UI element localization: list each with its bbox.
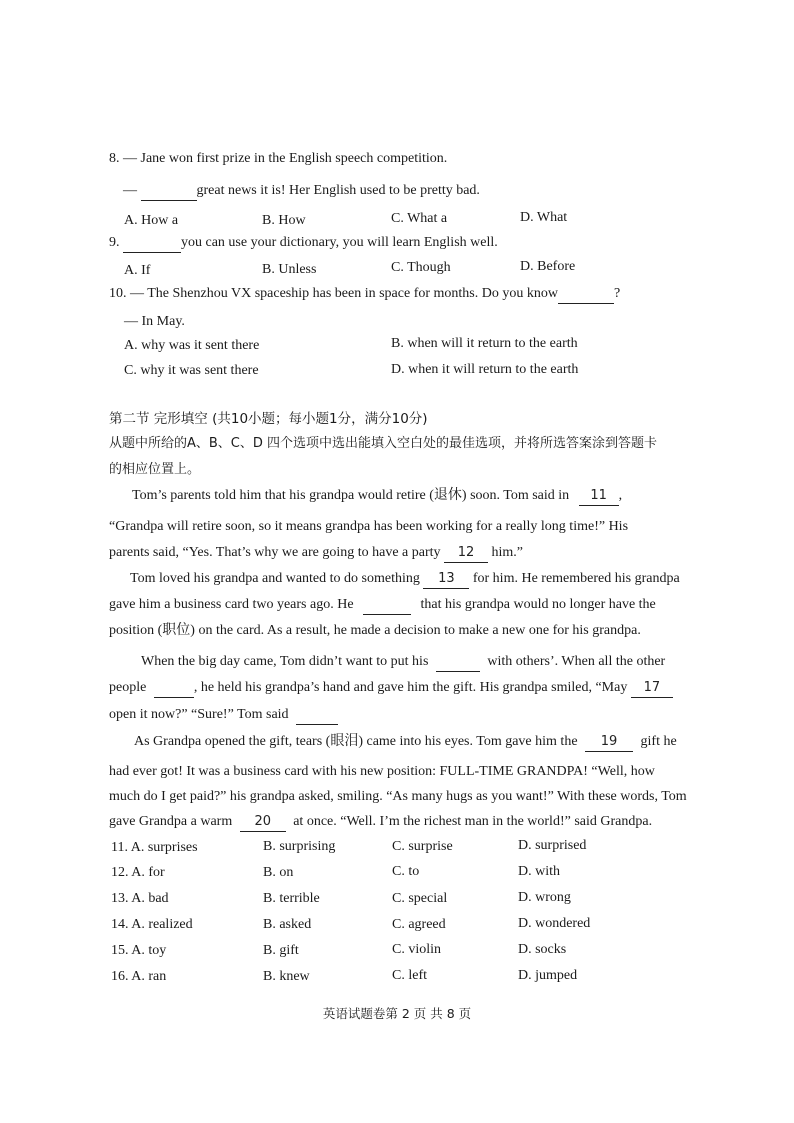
- blank-19[interactable]: 19: [585, 733, 633, 752]
- passage-text: gift he: [640, 734, 677, 749]
- section-title: 第二节 完形填空 (共10小题；每小题1分，满分10分): [109, 411, 428, 427]
- passage-text: open it now?” “Sure!” Tom said: [109, 707, 289, 722]
- choice-11-c: C. surprise: [392, 839, 453, 854]
- passage-text: , he held his grandpa’s hand and gave him the gift. His grandpa smiled, “May: [193, 680, 628, 695]
- passage-line-9: [109, 706, 338, 725]
- choice-16-b: B. knew: [263, 969, 310, 984]
- choice-14-c: C. agreed: [392, 917, 446, 932]
- blank-20[interactable]: 20: [240, 813, 286, 832]
- choice-15-c: C. violin: [392, 942, 442, 957]
- section-instruction-line1: 从题中所给的A、B、C、D 四个选项中选出能填入空白处的最佳选项，并将所选答案涂到答题卡: [109, 436, 658, 451]
- choice-16-a: 16. A. ran: [111, 969, 167, 984]
- q9-text: you can use your dictionary, you will learn English well.: [181, 235, 498, 250]
- passage-line-7: [141, 653, 665, 672]
- choice-14-a: 14. A. realized: [111, 917, 193, 932]
- choice-16-c: C. left: [392, 968, 427, 983]
- q10-text: 10. — The Shenzhou VX spaceship has been in space for months. Do you know: [109, 286, 558, 301]
- q9-stem: [109, 234, 498, 253]
- passage-text: that his grandpa would no longer have the: [420, 597, 656, 612]
- q9-option-a: A. If: [124, 263, 151, 278]
- q8-reply-dash: —: [123, 183, 141, 198]
- section-instruction-line2: 的相应位置上。: [109, 462, 201, 477]
- passage-text: Tom’s parents told him that his grandpa would retire (退休) soon. Tom said in: [132, 488, 570, 503]
- choice-13-c: C. special: [392, 891, 448, 906]
- passage-text: Tom loved his grandpa and wanted to do something: [130, 571, 420, 586]
- passage-line-2: “Grandpa will retire soon, so it means grandpa has been working for a really long time!” His: [109, 519, 629, 534]
- choice-15-b: B. gift: [263, 943, 299, 958]
- blank-17[interactable]: 17: [631, 679, 673, 698]
- q8-option-c: C. What a: [391, 211, 448, 226]
- q10-stem: [109, 285, 620, 304]
- blank-11[interactable]: 11: [579, 487, 619, 506]
- passage-line-8: [109, 679, 673, 698]
- q10-blank[interactable]: [558, 285, 614, 304]
- passage-text: with others’. When all the other: [487, 654, 666, 669]
- q9-number: 9.: [109, 235, 123, 250]
- passage-text: ,: [618, 488, 623, 503]
- blank-12[interactable]: 12: [444, 544, 488, 563]
- q9-option-b: B. Unless: [262, 262, 317, 277]
- q8-stem: 8. — Jane won first prize in the English speech competition.: [109, 151, 448, 166]
- passage-text: gave Grandpa a warm: [109, 814, 233, 829]
- choice-11-b: B. surprising: [263, 839, 336, 854]
- passage-line-13: [109, 813, 652, 832]
- choice-16-d: D. jumped: [518, 968, 578, 983]
- passage-text: for him. He remembered his grandpa: [472, 571, 680, 586]
- q8-option-d: D. What: [520, 210, 568, 225]
- choice-12-b: B. on: [263, 865, 294, 880]
- choice-11-d: D. surprised: [518, 838, 587, 853]
- blank-13[interactable]: 13: [423, 570, 469, 589]
- q10-option-b: B. when will it return to the earth: [391, 336, 578, 351]
- q10-option-d: D. when it will return to the earth: [391, 362, 579, 377]
- passage-text: him.”: [491, 545, 524, 560]
- passage-line-11: had ever got! It was a business card with his new position: FULL-TIME GRANDPA! “Well, how: [109, 764, 655, 779]
- blank-16[interactable]: [154, 679, 194, 698]
- passage-line-1: [132, 487, 622, 506]
- choice-12-c: C. to: [392, 864, 420, 879]
- blank-14[interactable]: [363, 596, 411, 615]
- blank-15[interactable]: [436, 653, 480, 672]
- q10-option-a: A. why was it sent there: [124, 338, 260, 353]
- passage-line-6: position (职位) on the card. As a result, he made a decision to make a new one for his grandpa.: [109, 623, 641, 638]
- choice-11-a: 11. A. surprises: [111, 840, 198, 855]
- q8-reply-text: great news it is! Her English used to be pretty bad.: [196, 183, 480, 198]
- choice-13-a: 13. A. bad: [111, 891, 169, 906]
- q8-blank[interactable]: [141, 182, 197, 201]
- passage-line-3: [109, 544, 523, 563]
- choice-14-b: B. asked: [263, 917, 312, 932]
- choice-13-b: B. terrible: [263, 891, 320, 906]
- q8-reply: [123, 182, 480, 201]
- passage-line-5: [109, 596, 656, 615]
- passage-text: parents said, “Yes. That’s why we are going to have a party: [109, 545, 441, 560]
- q10-question-mark: ?: [613, 286, 621, 301]
- blank-18[interactable]: [296, 706, 338, 725]
- page-footer: 英语试题卷第 2 页 共 8 页: [322, 1006, 472, 1021]
- passage-text: at once. “Well. I’m the richest man in the world!” said Grandpa.: [293, 814, 653, 829]
- q8-option-b: B. How: [262, 213, 306, 228]
- choice-12-d: D. with: [518, 864, 560, 879]
- passage-text: As Grandpa opened the gift, tears (眼泪) came into his eyes. Tom gave him the: [134, 734, 578, 749]
- choice-15-a: 15. A. toy: [111, 943, 167, 958]
- passage-line-12: much do I get paid?” his grandpa asked, smiling. “As many hugs as you want!” With these words, Tom: [109, 789, 687, 804]
- q9-blank[interactable]: [123, 234, 181, 253]
- passage-line-4: [130, 570, 680, 589]
- passage-line-10: [134, 733, 677, 752]
- q10-reply: — In May.: [124, 314, 185, 329]
- choice-13-d: D. wrong: [518, 890, 571, 905]
- passage-text: people: [109, 680, 147, 695]
- q9-option-d: D. Before: [520, 259, 576, 274]
- q9-option-c: C. Though: [391, 260, 451, 275]
- passage-text: When the big day came, Tom didn’t want to put his: [141, 654, 429, 669]
- q10-option-c: C. why it was sent there: [124, 363, 259, 378]
- passage-text: gave him a business card two years ago. He: [109, 597, 354, 612]
- choice-14-d: D. wondered: [518, 916, 591, 931]
- q8-option-a: A. How a: [124, 213, 179, 228]
- choice-15-d: D. socks: [518, 942, 567, 957]
- choice-12-a: 12. A. for: [111, 865, 165, 880]
